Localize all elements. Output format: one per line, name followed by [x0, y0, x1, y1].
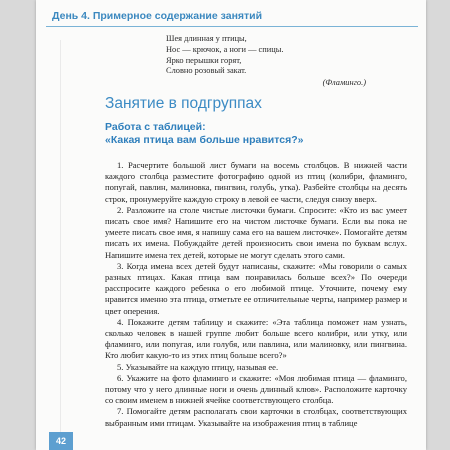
paragraph: 7. Помогайте детям располагать свои карточки в столбцах, соответствующих выбранным ими птицам. Указывайте на изображения птиц в таблице: [105, 406, 407, 428]
paragraph: 5. Указывайте на каждую птицу, называя ее.: [117, 361, 279, 372]
subtitle-line: Работа с таблицей:: [105, 121, 206, 133]
running-header: [46, 0, 418, 27]
poem-line: Шея длинная у птицы,: [166, 34, 247, 43]
section-title: Занятие в подгруппах: [105, 95, 262, 112]
poem-line: Нос — крючок, а ноги — спицы.: [166, 44, 284, 54]
paragraph: 4. Покажите детям таблицу и скажите: «Эта таблица поможет нам узнать, сколько человек в нашей группе любит больше всего колибри, или утку, или фламинго, или попугая, или голубя, или павлина, или малиновку, или пингвина. Кто любит какую-то из этих птиц больше всего?»: [105, 316, 407, 361]
instructions-text: [105, 160, 407, 429]
page-number: 42: [55, 436, 66, 446]
page-number-badge: [49, 432, 73, 450]
book-page: [36, 0, 426, 450]
subtitle-line: «Какая птица вам больше нравится?»: [105, 134, 304, 146]
paragraph: 1. Расчертите большой лист бумаги на восемь столбцов. В нижней части каждого столбца разместите фотографию одной из птиц (колибри, фламинго, попугай, павлин, малиновка, пингвин, голубь, утка). Разбейте столбцы на десять строк, пронумеруйте каждую строку в левой ее части, следуя снизу вверх.: [105, 160, 407, 204]
activity-subtitle: [105, 121, 405, 147]
poem-attribution: (Фламинго.): [322, 78, 366, 88]
poem-line: Словно розовый закат.: [166, 66, 247, 76]
poem-line: Ярко перышки горят,: [166, 55, 242, 65]
margin-rule: [60, 40, 61, 432]
paragraph: 6. Укажите на фото фламинго и скажите: «Моя любимая птица — фламинго, потому что у него длинные ноги и очень длинный клюв». Расположите карточку со своим именем в нижней ячейке соответствующего столбца.: [105, 372, 407, 406]
paragraph: 2. Разложите на столе чистые листочки бумаги. Спросите: «Кто из вас умеет писать свое имя? Напишите его на чистом листочке бумаги. Если вы пока не умеете писать свое имя, я напишу сама его на вашем листочке». Помогайте детям писать их имена. Побуждайте детей произносить свои имена по буквам вслух. Напишите имена тех детей, которые не могут сделать этого сами.: [105, 204, 407, 260]
poem: [166, 34, 366, 89]
header-title: День 4. Примерное содержание занятий: [52, 10, 263, 22]
paragraph: 3. Когда имена всех детей будут написаны, скажите: «Мы говорили о самых разных птицах. Какая птица вам понравилась больше всех?» По очереди расспросите каждого ребенка о его любимой птице. Уточните, почему ему нравится именно эта птица, отметьте ее отличительные черты, например размер и цвет оперения.: [105, 260, 407, 316]
